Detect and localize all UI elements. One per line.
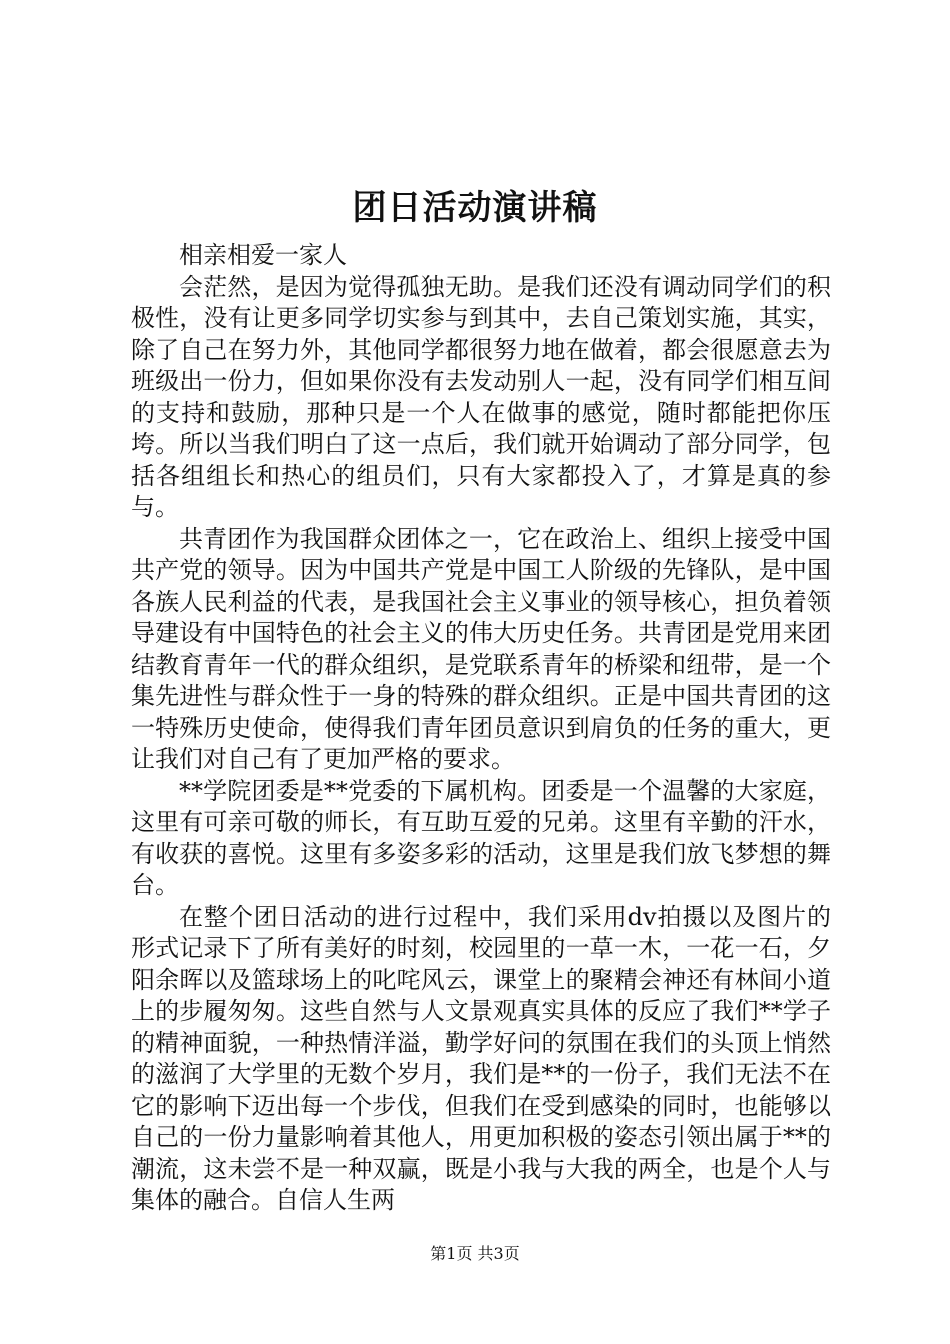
paragraph: 在整个团日活动的进行过程中，我们采用dv拍摄以及图片的形式记录下了所有美好的时刻，校园里的一草一木，一花一石，夕阳余晖以及篮球场上的叱咤风云，课堂上的聚精会神还有林间小道上的步履匆匆。这些自然与人文景观真实具体的反应了我们**学子的精神面貌，一种热情洋溢，勤学好问的氛围在我们的头顶上悄然的滋润了大学里的无数个岁月，我们是**的一份子，我们无法不在它的影响下迈出每一个步伐，但我们在受到感染的同时，也能够以自己的一份力量影响着其他人，用更加积极的姿态引领出属于**的潮流，这未尝不是一种双赢，既是小我与大我的两全，也是个人与集体的融合。自信人生两 <box>131 902 831 1214</box>
document-subtitle: 相亲相爱一家人 <box>179 241 347 269</box>
page-footer: 第1页 共3页 <box>430 1244 520 1263</box>
paragraph: 会茫然，是因为觉得孤独无助。是我们还没有调动同学们的积极性，没有让更多同学切实参与到其中，去自己策划实施，其实，除了自己在努力外，其他同学都很努力地在做着，都会很愿意去为班级出一份力，但如果你没有去发动别人一起，没有同学们相互间的支持和鼓励，那种只是一个人在做事的感觉，随时都能把你压垮。所以当我们明白了这一点后，我们就开始调动了部分同学，包括各组组长和热心的组员们，只有大家都投入了，才算是真的参与。 <box>131 272 831 521</box>
paragraph: **学院团委是**党委的下属机构。团委是一个温馨的大家庭，这里有可亲可敬的师长，有互助互爱的兄弟。这里有辛勤的汗水，有收获的喜悦。这里有多姿多彩的活动，这里是我们放飞梦想的舞台。 <box>131 776 831 899</box>
document-body <box>131 240 831 1217</box>
paragraph: 共青团作为我国群众团体之一，它在政治上、组织上接受中国共产党的领导。因为中国共产党是中国工人阶级的先锋队，是中国各族人民利益的代表，是我国社会主义事业的领导核心，担负着领导建设有中国特色的社会主义的伟大历史任务。共青团是党用来团结教育青年一代的群众组织，是党联系青年的桥梁和纽带，是一个集先进性与群众性于一身的特殊的群众组织。正是中国共青团的这一特殊历史使命，使得我们青年团员意识到肩负的任务的重大，更让我们对自己有了更加严格的要求。 <box>131 524 831 773</box>
document-title: 团日活动演讲稿 <box>352 188 598 228</box>
